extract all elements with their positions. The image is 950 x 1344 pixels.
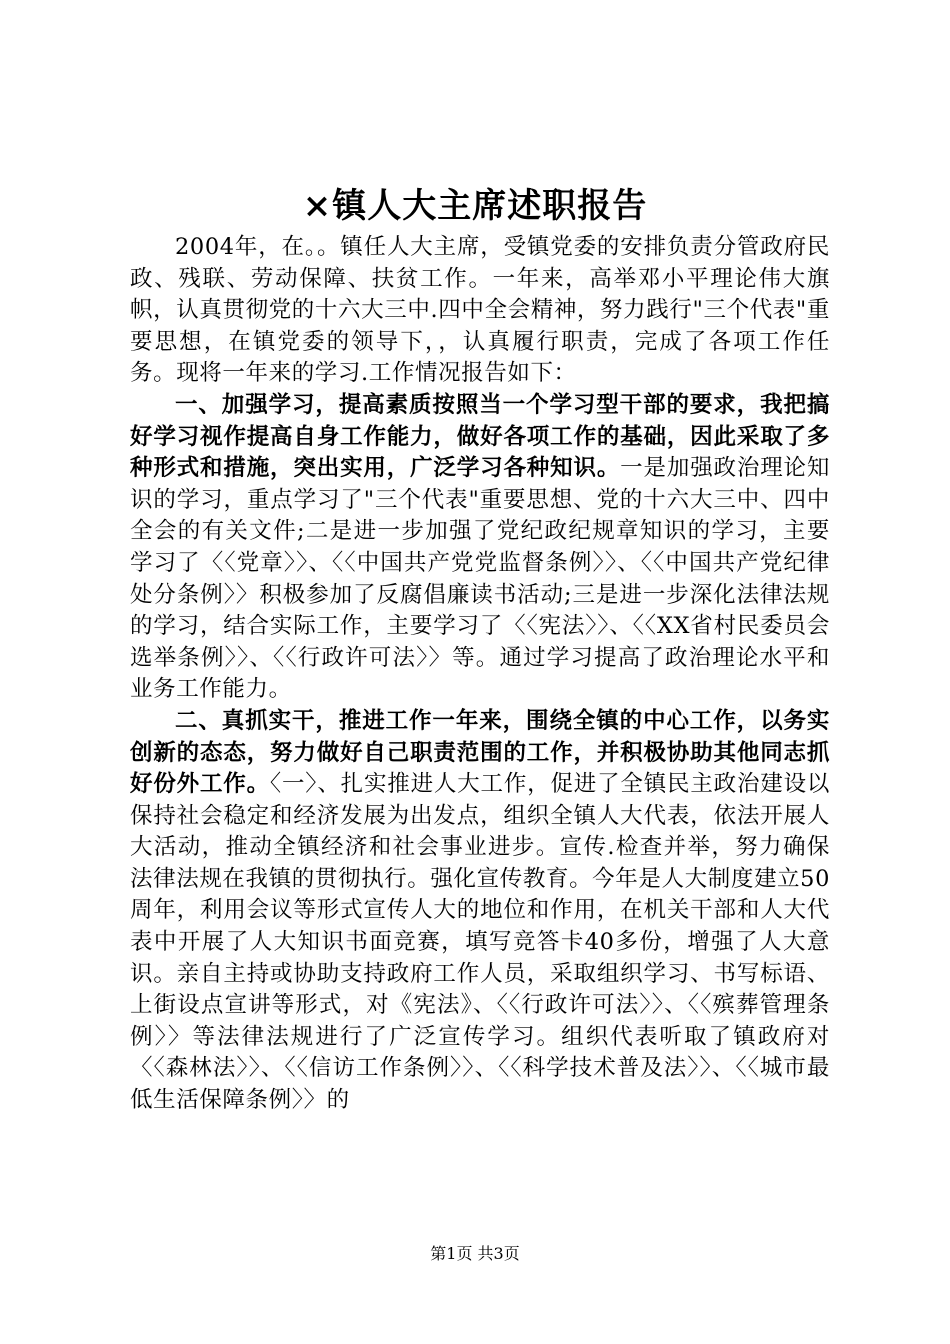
document-body [130, 232, 830, 1117]
paragraph-intro: 2004年，在。。镇任人大主席，受镇党委的安排负责分管政府民政、残联、劳动保障、扶贫工作。一年来，高举邓小平理论伟大旗帜，认真贯彻党的十六大三中.四中全会精神，努力践行"三个代表"重要思想，在镇党委的领导下，，认真履行职责，完成了各项工作任务。现将一年来的学习.工作情况报告如下： [130, 234, 830, 387]
page-number-footer: 第1页 共3页 [430, 1244, 520, 1263]
section-1-heading: 一、加强学习，提高素质按照当一个学习型干部的要求，我把搞好学习视作提高自身工作能力，做好各项工作的基础，因此采取了多种形式和措施，突出实用，广泛学习各种知识。 [130, 391, 830, 482]
paragraph-section-1 [130, 390, 830, 706]
section-2-text: 〈一〉、扎实推进人大工作，促进了全镇民主政治建设以保持社会稳定和经济发展为出发点，组织全镇人大代表，依法开展人大活动，推动全镇经济和社会事业进步。宣传.检查并举，努力确保法律法规在我镇的贯彻执行。强化宣传教育。今年是人大制度建立50周年，利用会议等形式宣传人大的地位和作用，在机关干部和人大代表中开展了人大知识书面竞赛，填写竞答卡40多份，增强了人大意识。亲自主持或协助支持政府工作人员，采取组织学习、书写标语、上街设点宣讲等形式，对《宪法》、〈〈行政许可法〉〉、〈〈殡葬管理条例〉〉等法律法规进行了广泛宣传学习。组织代表听取了镇政府对〈〈森林法〉〉、〈〈信访工作条例〉〉、〈〈科学技术普及法〉〉、〈〈城市最低生活保障条例〉〉的 [130, 771, 830, 1114]
section-1-text: 一是加强政治理论知识的学习，重点学习了"三个代表"重要思想、党的十六大三中、四中全会的有关文件;二是进一步加强了党纪政纪规章知识的学习，主要学习了〈〈党章〉〉、〈〈中国共产党党监督条例〉〉、〈〈中国共产党纪律处分条例〉〉积极参加了反腐倡廉读书活动;三是进一步深化法律法规的学习，结合实际工作，主要学习了〈〈宪法〉〉、〈〈XX省村民委员会选举条例〉〉、〈〈行政许可法〉〉等。通过学习提高了政治理论水平和业务工作能力。 [130, 455, 830, 703]
document-title: ×镇人大主席述职报告 [302, 186, 648, 226]
section-2-heading: 二、真抓实干，推进工作一年来，围绕全镇的中心工作，以务实创新的态态，努力做好自己职责范围的工作，并积极协助其他同志抓好份外工作。 [130, 707, 830, 798]
paragraph-section-2 [130, 706, 830, 1117]
